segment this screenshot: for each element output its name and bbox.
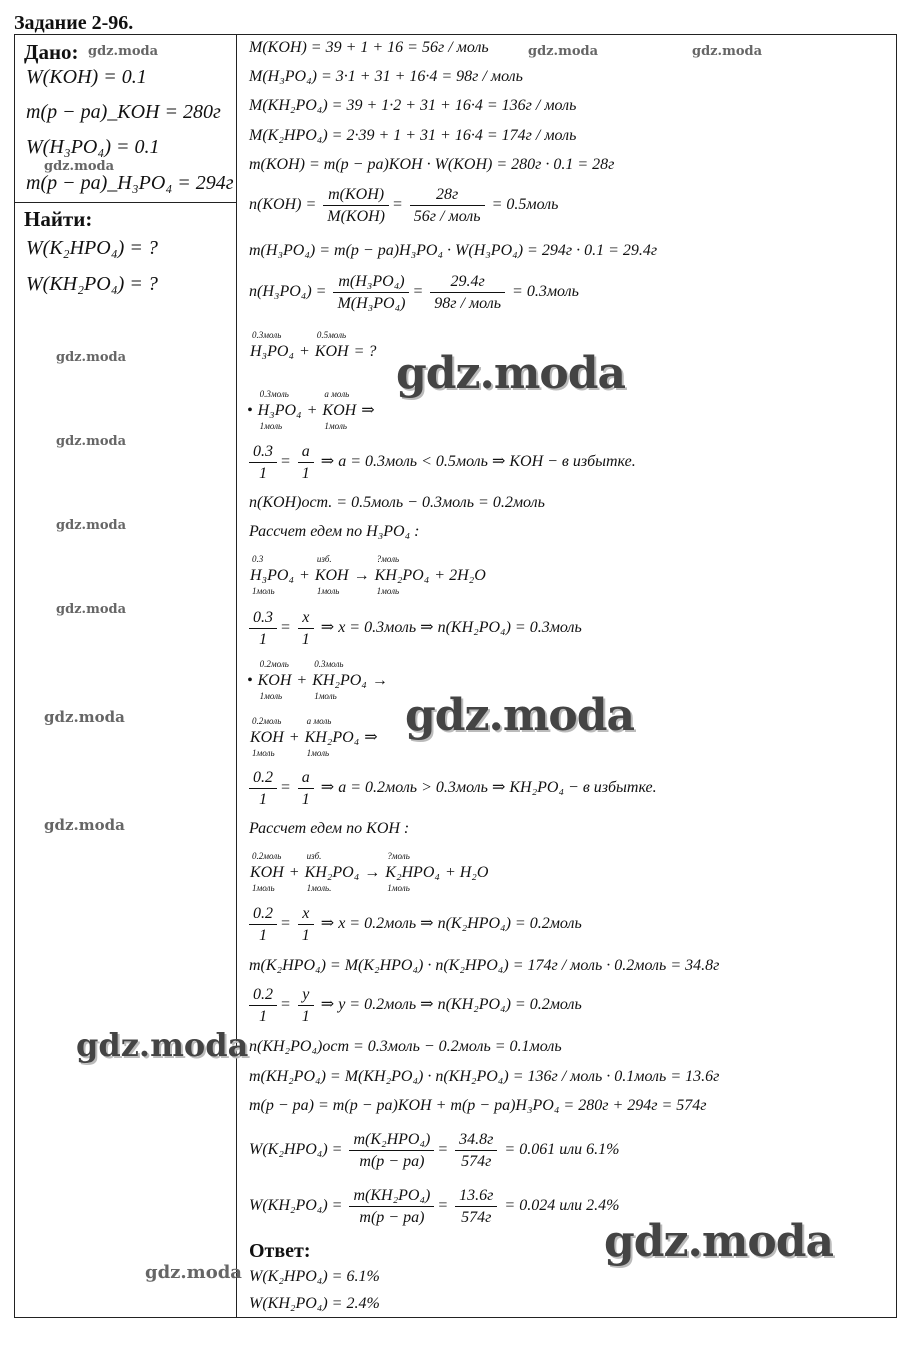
- solution-line: m(H₃PO₄) = m(p − pa)H₃PO₄ · W(H₃PO₄) = 294г · 0.1 = 29.4г: [249, 242, 658, 259]
- reaction-line: • 0.2моль KOH 1моль + 0.3моль KH₂PO₄ 1моль →: [247, 659, 388, 701]
- solution-line-fraction: n(KOH) = $\frac{\text{m(KOH)}}{\text{M(KOH)}}$ = $\frac{28г}{\text{56г / моль}}$ = 0.5моль: [249, 186, 559, 225]
- reagent: [250, 716, 284, 758]
- fraction: [298, 985, 314, 1026]
- watermark: gdz.moda: [405, 690, 635, 741]
- proportion-result: ⇒ x = 0.2моль ⇒ n(K₂HPO₄) = 0.2моль: [320, 915, 582, 933]
- reaction-line: [247, 389, 375, 431]
- fraction: [410, 185, 485, 226]
- numerator: 28г: [410, 185, 485, 206]
- proportion-line: $\frac{0.3}{1}$ = $\frac{x}{1}$ ⇒ x = 0.3моль ⇒ n(KH₂PO₄) = 0.3моль: [249, 608, 582, 649]
- reagent-coefficient: 1моль: [306, 748, 330, 758]
- denominator: 1: [259, 631, 267, 648]
- reagent-coefficient: 1моль.: [306, 883, 332, 893]
- denominator: 574г: [461, 1209, 492, 1226]
- solution-line-fraction: W(KH₂PO₄) = $\frac{\text{m(KH₂PO₄)}}{m(p - pa)}$ = $\frac{13.6г}{574г}$ = 0.024 или 2.4%: [249, 1187, 620, 1226]
- denominator: 1: [259, 1008, 267, 1025]
- reagent-amount: 0.2моль: [259, 659, 289, 669]
- lhs: n(H₃PO₄) =: [249, 283, 327, 301]
- numerator: 0.2: [249, 768, 277, 789]
- fraction: [349, 1130, 434, 1171]
- reagent-amount: 0.3моль: [314, 659, 344, 669]
- reagent-formula: KOH: [314, 343, 349, 360]
- bullet: •: [247, 672, 253, 689]
- reagent-formula: H₃PO₄: [250, 567, 295, 584]
- numerator: m(KH₂PO₄): [349, 1186, 434, 1207]
- solution-line: m(K₂HPO₄) = M(K₂HPO₄) · n(K₂HPO₄) = 174г / моль · 0.2моль = 34.8г: [249, 957, 720, 974]
- numerator: 29.4г: [430, 272, 505, 293]
- watermark: gdz.moda: [44, 159, 115, 174]
- reagent: [314, 330, 349, 361]
- reagent-coefficient: 1моль: [252, 883, 275, 893]
- watermark: gdz.moda: [604, 1216, 834, 1267]
- given-item: m(p − pa)_H₃PO₄ = 294г: [26, 172, 234, 194]
- lhs: W(K₂HPO₄) =: [249, 1141, 343, 1159]
- product-amount: ?моль: [387, 851, 410, 861]
- watermark: gdz.moda: [56, 434, 127, 449]
- solution-line: n(KH₂PO₄)ост = 0.3моль − 0.2моль = 0.1моль: [249, 1038, 562, 1055]
- solution-frame: [14, 34, 897, 1318]
- reagent: [250, 554, 295, 596]
- bullet: •: [247, 402, 253, 419]
- answer-header: Ответ:: [249, 1240, 311, 1262]
- fraction: [249, 768, 277, 809]
- numerator: 0.3: [249, 442, 277, 463]
- denominator: 1: [259, 927, 267, 944]
- watermark: gdz.moda: [56, 518, 127, 533]
- denominator: m(p − pa): [359, 1209, 425, 1226]
- reaction-tail: →: [371, 672, 388, 689]
- watermark: gdz.moda: [44, 708, 125, 726]
- task-title: Задание 2-96.: [14, 12, 134, 34]
- numerator: x: [298, 608, 314, 629]
- find-item: W(K₂HPO₄) = ?: [26, 237, 158, 259]
- answer-item: W(K₂HPO₄) = 6.1%: [249, 1268, 380, 1285]
- reagent-formula: H₃PO₄: [257, 402, 302, 419]
- fraction: [249, 442, 277, 483]
- given-find-divider: [14, 202, 237, 203]
- reaction-line: 0.2моль KOH 1моль + a моль KH₂PO₄ 1моль ⇒: [250, 716, 378, 758]
- reagent-amount: 0.2моль: [252, 716, 282, 726]
- product-formula: KH₂PO₄: [374, 567, 430, 584]
- reagent: [250, 851, 284, 893]
- reagent: [314, 554, 349, 596]
- reagent-formula: KOH: [314, 567, 349, 584]
- reagent-formula: KH₂PO₄: [312, 672, 367, 689]
- reaction-tail: + 2H₂O: [434, 567, 486, 584]
- find-item: W(KH₂PO₄) = ?: [26, 273, 158, 295]
- proportion-result: ⇒ a = 0.3моль < 0.5моль ⇒ KOH − в избытке.: [320, 453, 636, 471]
- reagent-coefficient: 1моль: [252, 586, 275, 596]
- fraction: [249, 904, 277, 945]
- reaction-tail: = ?: [353, 343, 377, 360]
- solution-line-fraction: W(K₂HPO₄) = $\frac{\text{m(K₂HPO₄)}}{m(p - pa)}$ = $\frac{34.8г}{574г}$ = 0.061 или 6.1%: [249, 1131, 620, 1170]
- fraction: [349, 1186, 434, 1227]
- denominator: M(H₃PO₄): [337, 295, 406, 312]
- solution-line-fraction: n(H₃PO₄) = $\frac{\text{m(H₃PO₄)}}{\text{M(H₃PO₄)}}$ = $\frac{29.4г}{\text{98г / моль}}$ = 0.3моль: [249, 273, 579, 312]
- reagent-formula: KOH: [250, 729, 284, 746]
- reagent: [304, 851, 360, 893]
- proportion-line: $\frac{0.2}{1}$ = $\frac{x}{1}$ ⇒ x = 0.2моль ⇒ n(K₂HPO₄) = 0.2моль: [249, 904, 582, 945]
- numerator: x: [298, 904, 314, 925]
- result: = 0.061 или 6.1%: [504, 1141, 620, 1159]
- proportion-line: $\frac{0.3}{1}$ = $\frac{a}{1}$ ⇒ a = 0.3моль < 0.5моль ⇒ KOH − в избытке.: [249, 442, 636, 483]
- denominator: 56г / моль: [413, 208, 481, 225]
- watermark: gdz.moda: [528, 44, 599, 59]
- fraction: [298, 442, 314, 483]
- reagent: [312, 659, 367, 701]
- reaction-tail: + H₂O: [444, 864, 489, 881]
- watermark: gdz.moda: [76, 1026, 249, 1064]
- reagent-formula: H₃PO₄: [250, 343, 295, 360]
- reagent-formula: KH₂PO₄: [304, 729, 360, 746]
- reagent: [322, 389, 357, 431]
- numerator: 0.2: [249, 904, 277, 925]
- result: = 0.5моль: [491, 196, 559, 214]
- proportion-line: $\frac{0.2}{1}$ = $\frac{a}{1}$ ⇒ a = 0.2моль > 0.3моль ⇒ KH₂PO₄ − в избытке.: [249, 768, 657, 809]
- given-header: Дано:: [24, 40, 79, 64]
- denominator: 1: [301, 631, 310, 648]
- reagent: [257, 659, 292, 701]
- fraction: [298, 904, 314, 945]
- numerator: 0.2: [249, 985, 277, 1006]
- numerator: a: [298, 442, 314, 463]
- reaction-tail: ⇒: [361, 402, 375, 419]
- watermark: gdz.moda: [56, 602, 127, 617]
- denominator: 1: [259, 791, 267, 808]
- result: = 0.3моль: [512, 283, 579, 301]
- watermark: gdz.moda: [692, 44, 763, 59]
- product: [374, 554, 430, 596]
- product-coefficient: 1моль: [387, 883, 410, 893]
- solution-line: Рассчет едем по H₃PO₄ :: [249, 523, 420, 540]
- denominator: 98г / моль: [434, 295, 502, 312]
- denominator: m(p − pa): [359, 1153, 425, 1170]
- solution-line: M(H₃PO₄) = 3·1 + 31 + 16·4 = 98г / моль: [249, 68, 523, 85]
- lhs: W(KH₂PO₄) =: [249, 1197, 343, 1215]
- product-formula: K₂HPO₄: [385, 864, 440, 881]
- solution-line: M(K₂HPO₄) = 2·39 + 1 + 31 + 16·4 = 174г / моль: [249, 127, 577, 144]
- denominator: M(KOH): [327, 208, 385, 225]
- plus-sign: +: [306, 402, 318, 419]
- reagent-amount: 0.5моль: [316, 330, 347, 340]
- watermark: gdz.moda: [145, 1262, 242, 1283]
- numerator: a: [298, 768, 314, 789]
- watermark: gdz.moda: [44, 816, 125, 834]
- proportion-line: $\frac{0.2}{1}$ = $\frac{y}{1}$ ⇒ y = 0.2моль ⇒ n(KH₂PO₄) = 0.2моль: [249, 985, 582, 1026]
- denominator: 1: [259, 465, 267, 482]
- numerator: m(H₃PO₄): [333, 272, 409, 293]
- plus-sign: +: [299, 343, 310, 360]
- solution-line: m(KOH) = m(p − pa)KOH · W(KOH) = 280г · 0.1 = 28г: [249, 156, 615, 173]
- watermark: gdz.moda: [88, 44, 159, 59]
- reagent-coefficient: 1моль: [259, 691, 283, 701]
- numerator: y: [298, 985, 314, 1006]
- column-divider: [236, 34, 237, 1318]
- numerator: 13.6г: [455, 1186, 497, 1207]
- solution-line: m(p − pa) = m(p − pa)KOH + m(p − pa)H₃PO₄ = 280г + 294г = 574г: [249, 1097, 707, 1114]
- product-amount: ?моль: [376, 554, 400, 564]
- reagent-formula: KH₂PO₄: [304, 864, 360, 881]
- fraction: [249, 985, 277, 1026]
- denominator: 1: [301, 927, 310, 944]
- denominator: 1: [301, 465, 310, 482]
- answer-item: W(KH₂PO₄) = 2.4%: [249, 1295, 380, 1312]
- solution-line: n(KOH)ост. = 0.5моль − 0.3моль = 0.2моль: [249, 494, 545, 511]
- reagent-amount: 0.3моль: [259, 389, 289, 399]
- reagent: [304, 716, 360, 758]
- reagent-formula: KOH: [250, 864, 284, 881]
- denominator: 1: [301, 1008, 310, 1025]
- product-coefficient: 1моль: [376, 586, 400, 596]
- reagent-coefficient: 1моль: [252, 748, 275, 758]
- watermark: gdz.moda: [396, 348, 626, 399]
- solution-line: Рассчет едем по KOH :: [249, 820, 410, 837]
- reaction-line: [249, 330, 377, 361]
- reagent-amount: 0.3моль: [252, 330, 282, 340]
- reagent-coefficient: 1моль: [316, 586, 340, 596]
- fraction: [333, 272, 409, 313]
- solution-line: m(KH₂PO₄) = M(KH₂PO₄) · n(KH₂PO₄) = 136г / моль · 0.1моль = 13.6г: [249, 1068, 720, 1085]
- given-item: W(H₃PO₄) = 0.1: [26, 136, 160, 158]
- given-item: W(KOH) = 0.1: [26, 66, 147, 88]
- reagent-coefficient: 1моль: [324, 421, 347, 431]
- reagent-amount: 0.3: [252, 554, 264, 564]
- given-item: m(p − pa)_KOH = 280г: [26, 101, 221, 123]
- fraction: [455, 1130, 497, 1171]
- numerator: m(KOH): [323, 185, 389, 206]
- product: [385, 851, 440, 893]
- reagent: [257, 389, 302, 431]
- reagent-amount: изб.: [306, 851, 322, 861]
- reagent-formula: KOH: [322, 402, 357, 419]
- reagent-formula: KOH: [257, 672, 292, 689]
- reagent: [250, 330, 295, 361]
- denominator: 574г: [461, 1153, 492, 1170]
- reagent-coefficient: 1моль: [259, 421, 283, 431]
- find-header: Найти:: [24, 207, 93, 231]
- solution-line: M(KH₂PO₄) = 39 + 1·2 + 31 + 16·4 = 136г / моль: [249, 97, 577, 114]
- fraction: [455, 1186, 497, 1227]
- solution-line: M(KOH) = 39 + 1 + 16 = 56г / моль: [249, 39, 489, 56]
- fraction: [430, 272, 505, 313]
- proportion-result: ⇒ x = 0.3моль ⇒ n(KH₂PO₄) = 0.3моль: [320, 619, 582, 637]
- fraction: [249, 608, 277, 649]
- reaction-tail: ⇒: [364, 729, 378, 746]
- result: = 0.024 или 2.4%: [504, 1197, 620, 1215]
- denominator: 1: [301, 791, 310, 808]
- numerator: 34.8г: [455, 1130, 497, 1151]
- reagent-amount: a моль: [324, 389, 350, 399]
- fraction: [323, 185, 389, 226]
- numerator: 0.3: [249, 608, 277, 629]
- numerator: m(K₂HPO₄): [349, 1130, 434, 1151]
- reagent-amount: изб.: [316, 554, 332, 564]
- fraction: [298, 608, 314, 649]
- reagent-amount: 0.2моль: [252, 851, 282, 861]
- reagent-coefficient: 1моль: [314, 691, 337, 701]
- reaction-line: 0.2моль KOH 1моль + изб. KH₂PO₄ 1моль. → ?моль K₂HPO₄ 1моль + H₂O: [250, 851, 489, 893]
- fraction: [298, 768, 314, 809]
- lhs: n(KOH) =: [249, 196, 317, 214]
- watermark: gdz.moda: [56, 350, 127, 365]
- reaction-line: 0.3 H₃PO₄ 1моль + изб. KOH 1моль → ?моль KH₂PO₄ 1моль + 2H₂O: [250, 554, 486, 596]
- proportion-result: ⇒ y = 0.2моль ⇒ n(KH₂PO₄) = 0.2моль: [320, 996, 582, 1014]
- reagent-amount: a моль: [306, 716, 332, 726]
- proportion-result: ⇒ a = 0.2моль > 0.3моль ⇒ KH₂PO₄ − в избытке.: [320, 779, 657, 797]
